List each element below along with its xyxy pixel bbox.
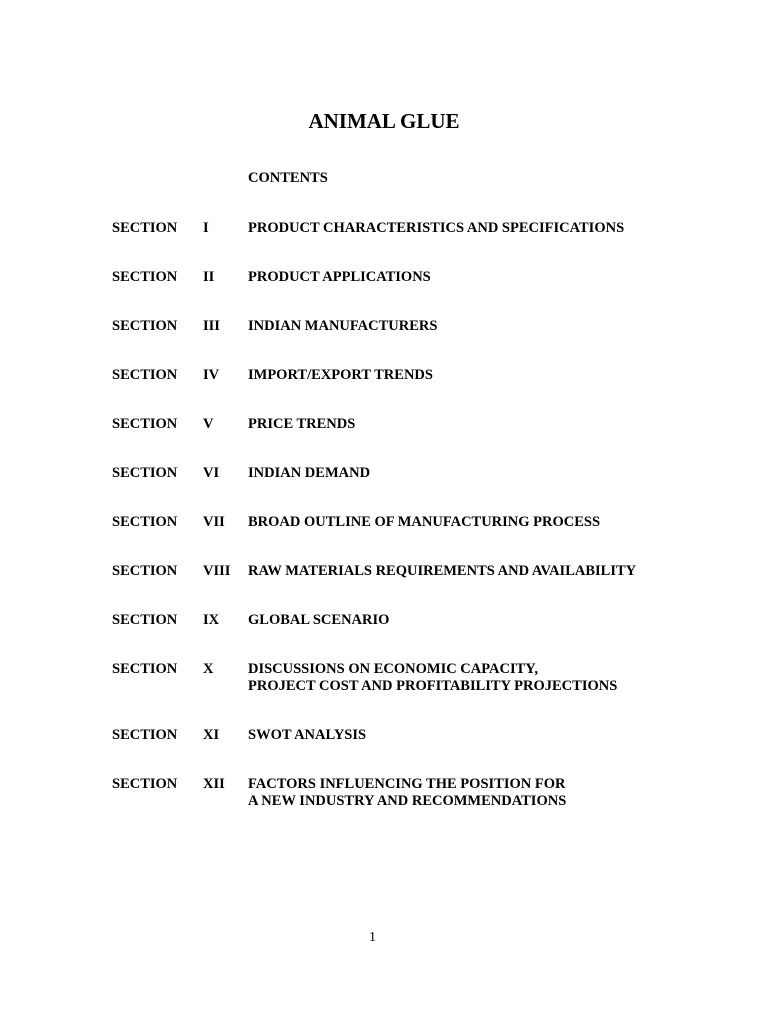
section-number: XII xyxy=(203,776,225,792)
section-title: PRICE TRENDS xyxy=(248,416,356,432)
section-label: SECTION xyxy=(112,661,178,677)
section-label: SECTION xyxy=(112,776,178,792)
section-number: II xyxy=(203,269,215,285)
section-title: GLOBAL SCENARIO xyxy=(248,612,390,628)
section-title: INDIAN DEMAND xyxy=(248,465,371,481)
section-title: PRODUCT CHARACTERISTICS AND SPECIFICATIONS xyxy=(248,220,625,236)
section-label: SECTION xyxy=(112,269,178,285)
section-number: VI xyxy=(203,465,220,481)
section-number: VIII xyxy=(203,563,231,579)
document-title: ANIMAL GLUE xyxy=(308,109,460,133)
section-title: FACTORS INFLUENCING THE POSITION FOR A NEW INDUSTRY AND RECOMMENDATIONS xyxy=(248,776,567,809)
contents-heading: CONTENTS xyxy=(248,170,328,186)
section-label: SECTION xyxy=(112,727,178,743)
section-number: VII xyxy=(203,514,225,530)
section-number: X xyxy=(203,661,214,677)
section-number: IV xyxy=(203,367,220,383)
section-number: XI xyxy=(203,727,220,743)
section-label: SECTION xyxy=(112,220,178,236)
section-label: SECTION xyxy=(112,563,178,579)
section-title: BROAD OUTLINE OF MANUFACTURING PROCESS xyxy=(248,514,601,530)
section-title: INDIAN MANUFACTURERS xyxy=(248,318,438,334)
section-label: SECTION xyxy=(112,416,178,432)
section-number: I xyxy=(203,220,209,236)
section-number: III xyxy=(203,318,220,334)
section-title: PRODUCT APPLICATIONS xyxy=(248,269,431,285)
section-title: RAW MATERIALS REQUIREMENTS AND AVAILABILITY xyxy=(248,563,637,579)
page-number: 1 xyxy=(369,930,376,945)
section-number: IX xyxy=(203,612,220,628)
section-title: DISCUSSIONS ON ECONOMIC CAPACITY, PROJECT COST AND PROFITABILITY PROJECTIONS xyxy=(248,661,618,694)
section-label: SECTION xyxy=(112,318,178,334)
section-label: SECTION xyxy=(112,514,178,530)
section-label: SECTION xyxy=(112,612,178,628)
section-title: IMPORT/EXPORT TRENDS xyxy=(248,367,433,383)
section-number: V xyxy=(203,416,214,432)
section-title: SWOT ANALYSIS xyxy=(248,727,367,743)
section-label: SECTION xyxy=(112,465,178,481)
section-label: SECTION xyxy=(112,367,178,383)
